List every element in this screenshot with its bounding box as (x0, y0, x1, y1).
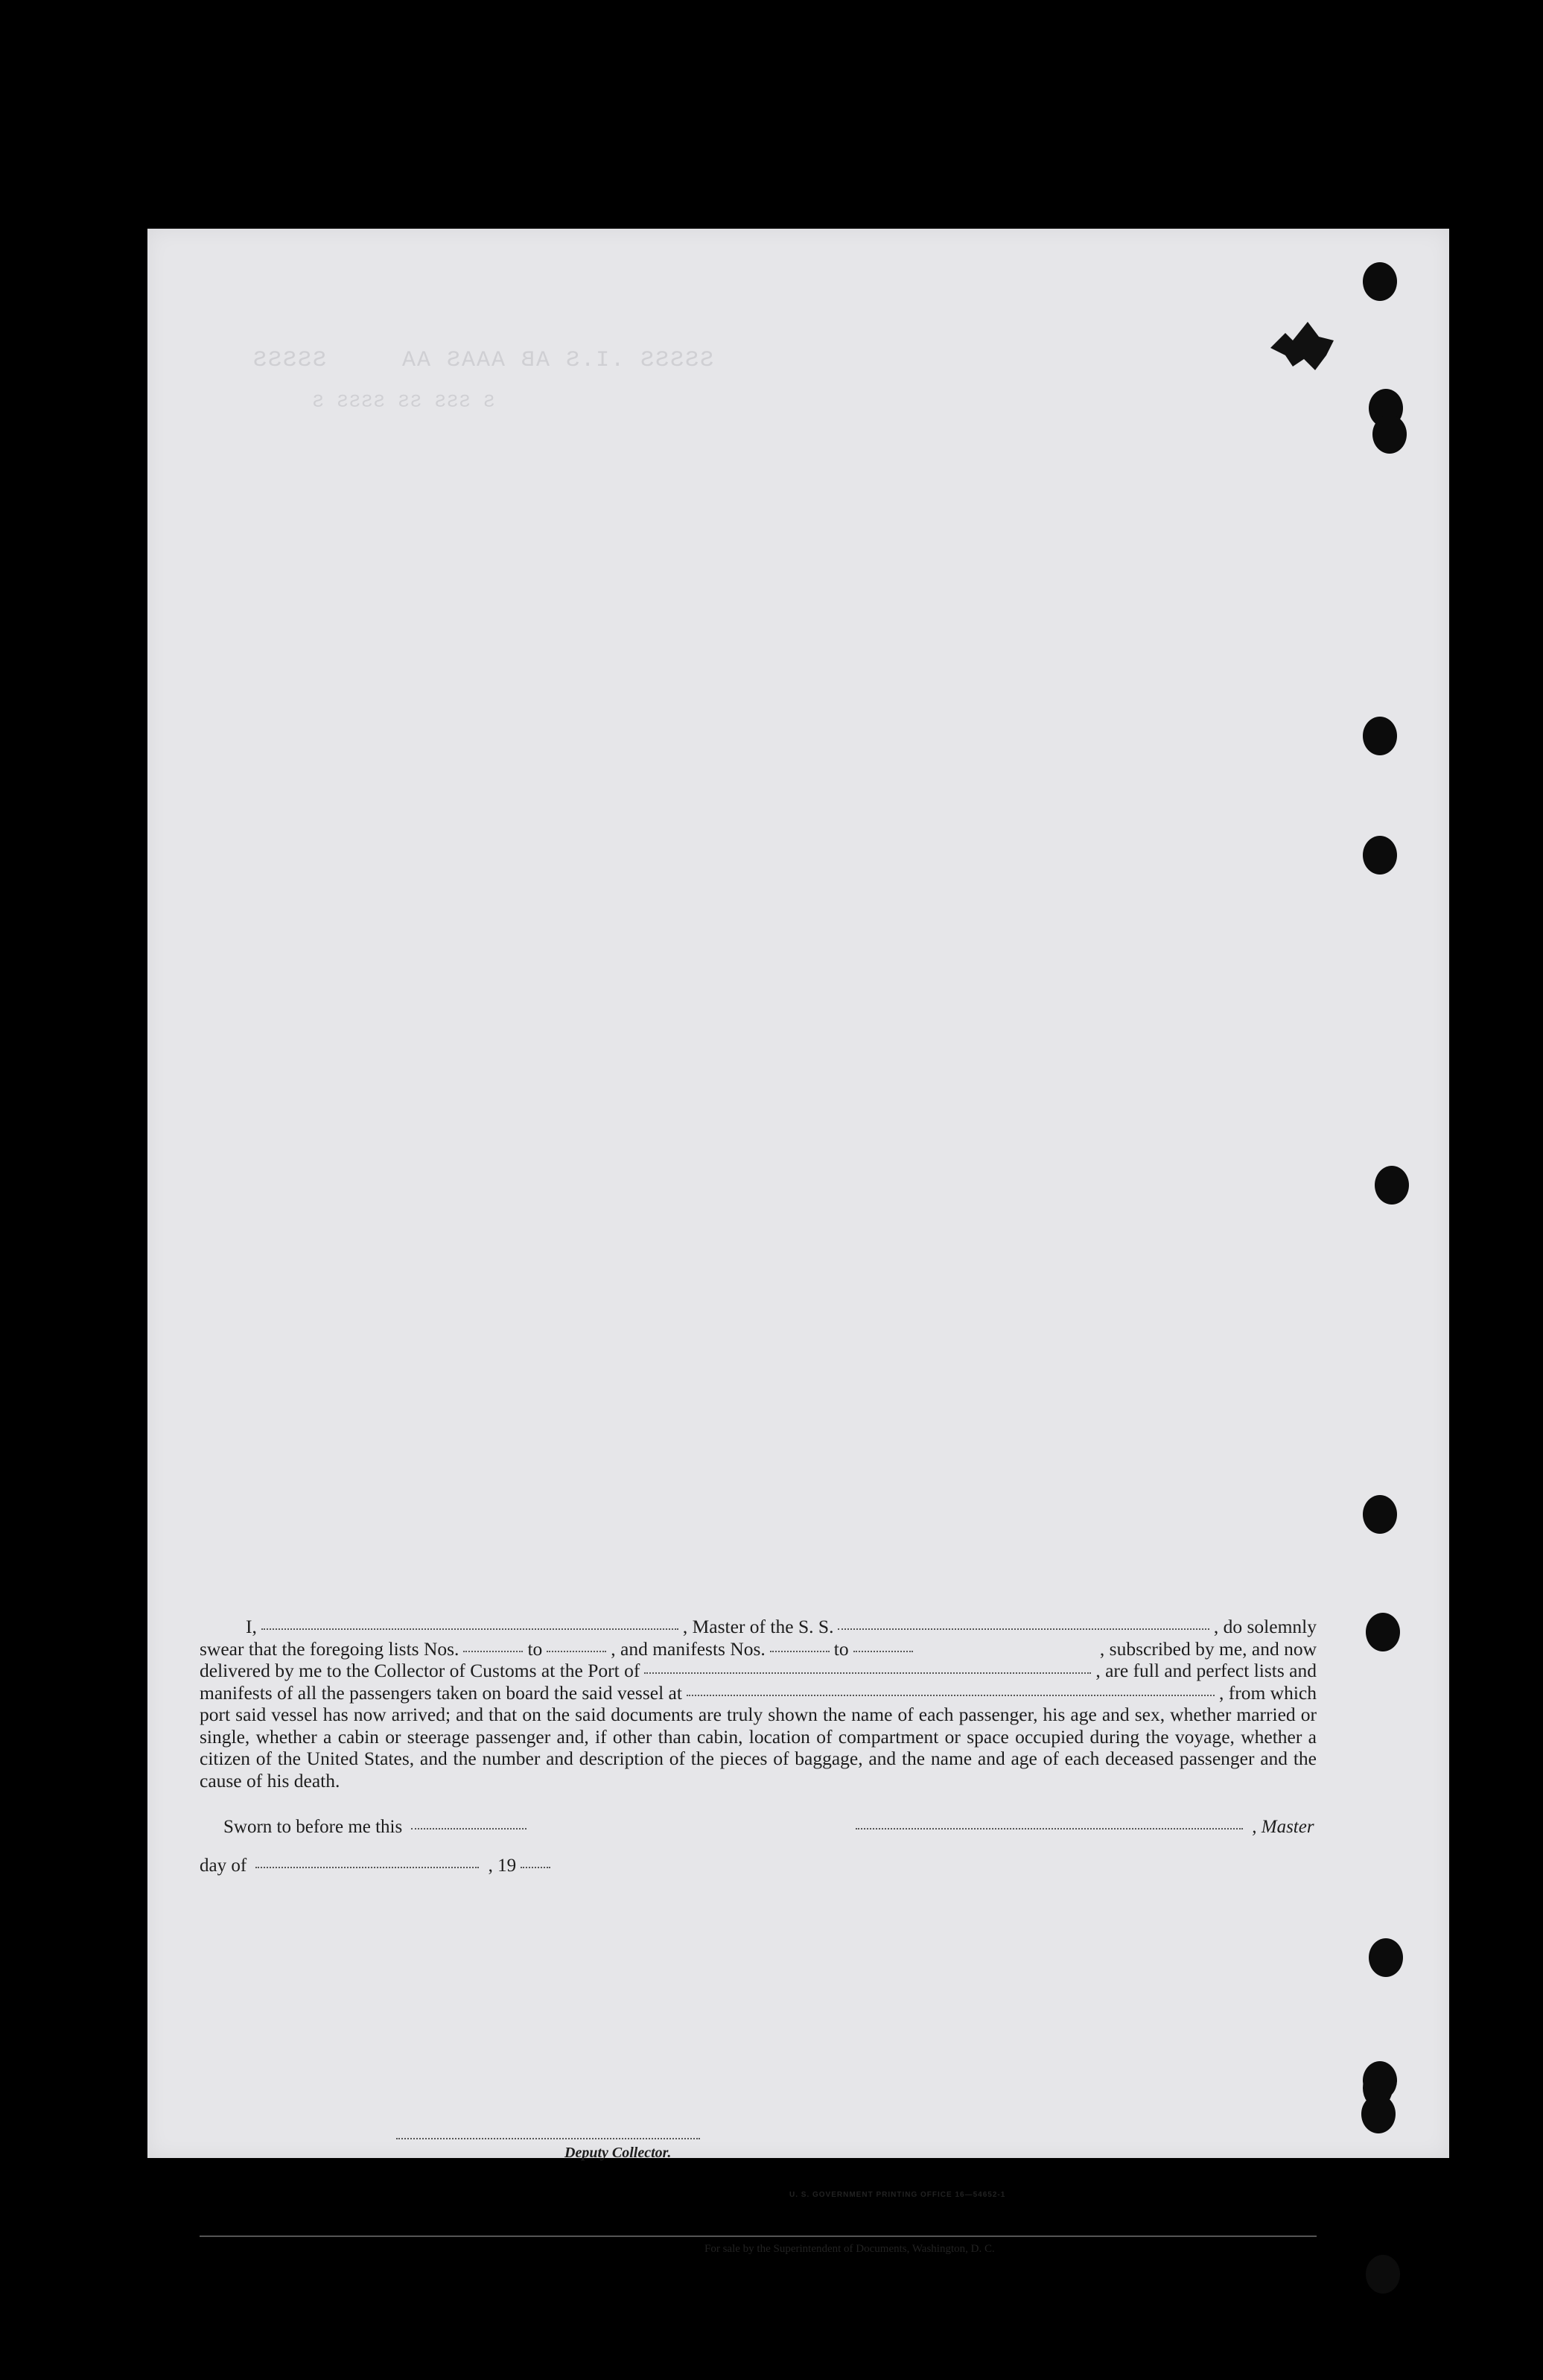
sworn-row (223, 1817, 531, 1838)
punch-hole (1363, 262, 1397, 301)
subscribed-label: , subscribed by me, and now (1099, 1637, 1317, 1660)
embarkation-port-field[interactable] (687, 1695, 1215, 1696)
footer-divider (200, 2235, 1317, 2237)
day-of-label: day of (200, 1856, 247, 1876)
master-of-label: , Master of the S. S. (682, 1616, 834, 1637)
to-label: to (833, 1637, 849, 1660)
vessel-at-label: manifests of all the passengers taken on board the said vessel at (200, 1681, 682, 1704)
oath-line-3 (200, 1660, 1317, 1682)
bleed-through-mark: SSSSS .I.S AB AAAS AA SSSSS (252, 348, 714, 373)
deputy-collector-label: Deputy Collector. (564, 2145, 672, 2161)
oath-line-4 (200, 1682, 1317, 1704)
manifests-from-field[interactable] (770, 1651, 830, 1652)
lists-nos-label: swear that the foregoing lists Nos. (200, 1637, 459, 1660)
full-lists-label: , are full and perfect lists and (1095, 1660, 1317, 1681)
master-name-field[interactable] (261, 1628, 678, 1630)
port-field[interactable] (644, 1672, 1091, 1674)
ship-name-field[interactable] (838, 1628, 1209, 1630)
oath-i-label: I, (246, 1616, 257, 1637)
port-of-label: delivered by me to the Collector of Customs at the Port of (200, 1660, 640, 1681)
sworn-day-field[interactable] (411, 1828, 526, 1830)
master-signature-row (851, 1817, 1314, 1838)
oath-line-2 (200, 1638, 1317, 1660)
printing-office-imprint: U. S. GOVERNMENT PRINTING OFFICE 16—54652-1 (789, 2191, 1006, 2199)
sworn-label: Sworn to before me this (223, 1817, 403, 1837)
torn-hole-mark (1263, 318, 1345, 378)
punch-hole (1372, 415, 1407, 454)
to-label: to (527, 1637, 543, 1660)
year-field[interactable] (521, 1867, 550, 1868)
oath-body-text: port said vessel has now arrived; and that on the said documents are truly shown the name of each passenger, his age and sex, whether married or single, whether a cabin or steerage passenger and, if other than cabin, location of compartment or space occupied during the voyage, whether a citizen of the United States, and the number and description of the pieces of baggage, and the name and age of each deceased passenger and the cause of his death. (200, 1704, 1317, 1792)
manifests-nos-label: , and manifests Nos. (611, 1637, 766, 1660)
month-field[interactable] (255, 1867, 479, 1868)
lists-to-field[interactable] (547, 1651, 606, 1652)
manifests-to-field[interactable] (853, 1651, 913, 1652)
punch-hole (1375, 1166, 1409, 1205)
punch-hole (1363, 2069, 1393, 2107)
document-page (147, 229, 1449, 2255)
punch-hole (1363, 836, 1397, 875)
oath-line-1 (200, 1616, 1317, 1638)
deputy-signature-field[interactable] (396, 2138, 700, 2139)
master-label: , Master (1252, 1817, 1314, 1837)
year-label: , 19 (488, 1856, 517, 1876)
punch-hole (1366, 1613, 1400, 1651)
master-oath (200, 1616, 1317, 1792)
day-of-row (200, 1856, 555, 1876)
punch-hole (1363, 1495, 1397, 1534)
do-solemnly-label: , do solemnly (1213, 1616, 1317, 1637)
master-signature-field[interactable] (856, 1828, 1243, 1830)
lists-from-field[interactable] (463, 1651, 523, 1652)
from-which-label: , from which (1218, 1681, 1317, 1704)
punch-hole (1363, 717, 1397, 755)
punch-hole (1369, 1938, 1403, 1977)
bleed-through-mark: S SSS SS SSSS S (311, 393, 495, 413)
for-sale-notice: For sale by the Superintendent of Documents, Washington, D. C. (704, 2243, 995, 2255)
punch-hole (1366, 2255, 1400, 2294)
